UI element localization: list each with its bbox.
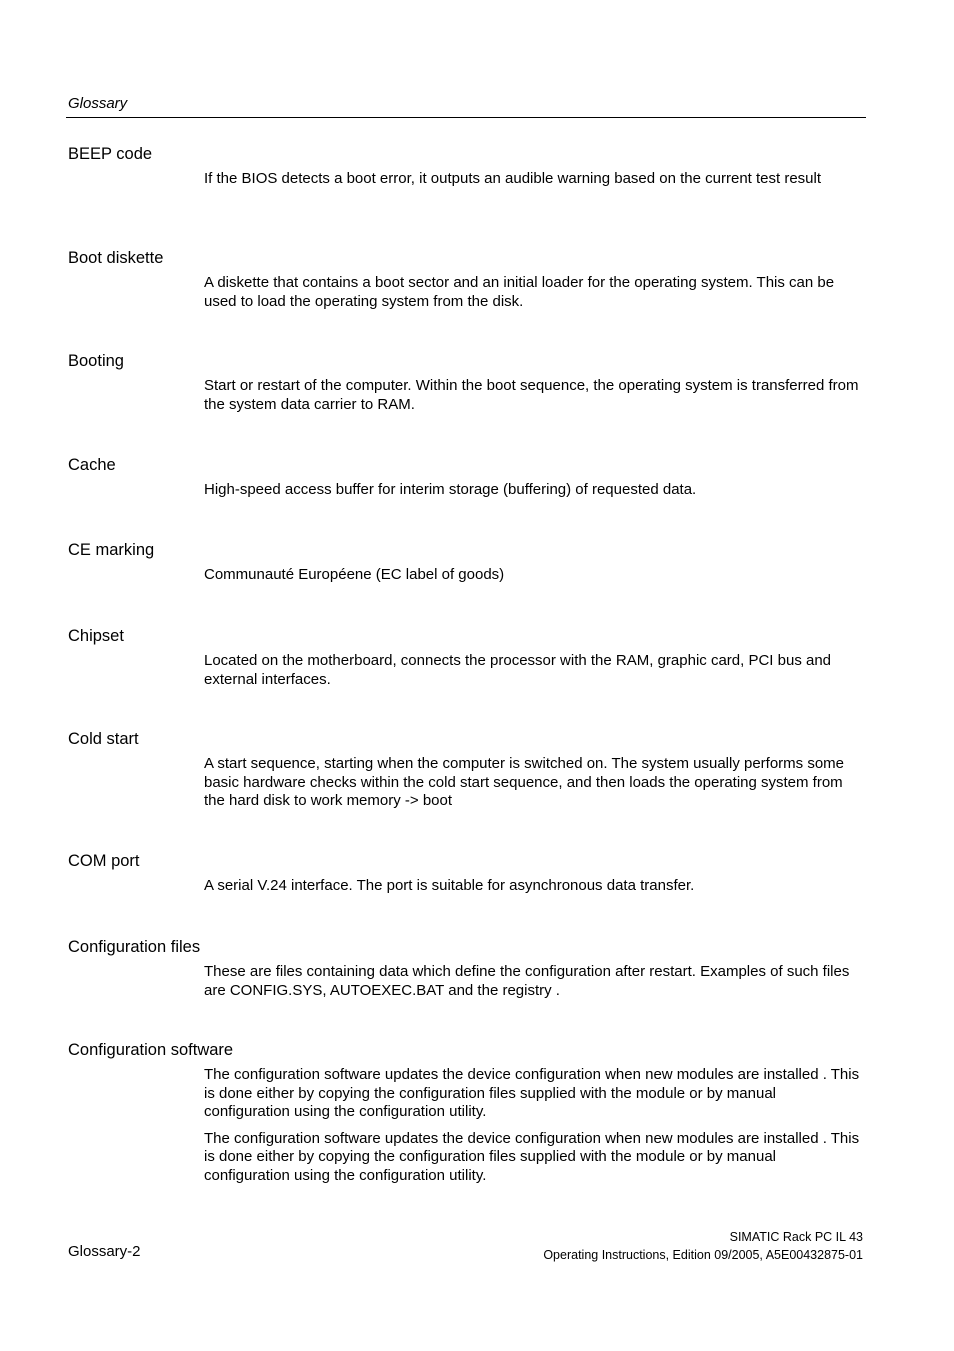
glossary-entry-configuration-software xyxy=(68,1040,866,1186)
glossary-entry-cold-start xyxy=(68,729,866,811)
definition-paragraph: Communauté Européene (EC label of goods) xyxy=(204,566,505,583)
definition-paragraph: These are files containing data which define the configuration after restart. Examples of such files are CONFIG.SYS, AUTOEXEC.BAT and the registry . xyxy=(204,963,850,999)
running-header-title: Glossary xyxy=(68,95,128,112)
glossary-definition xyxy=(204,377,866,414)
glossary-definition xyxy=(204,481,866,500)
glossary-definition xyxy=(204,877,866,896)
footer-product-name: SIMATIC Rack PC IL 43 xyxy=(729,1230,863,1244)
glossary-term: Cache xyxy=(68,456,116,474)
glossary-entry-configuration-files xyxy=(68,937,866,1000)
glossary-entry-com-port xyxy=(68,851,866,896)
glossary-definition xyxy=(204,566,866,585)
glossary-entry-booting xyxy=(68,351,866,414)
glossary-definition xyxy=(204,652,866,689)
definition-paragraph: A diskette that contains a boot sector and an initial loader for the operating system. This can be used to load the operating system from the disk. xyxy=(204,274,835,310)
footer-document-info xyxy=(543,1228,863,1264)
glossary-term: Configuration files xyxy=(68,938,201,956)
definition-paragraph: If the BIOS detects a boot error, it outputs an audible warning based on the current test result xyxy=(204,170,822,187)
glossary-definition xyxy=(204,755,866,811)
definition-paragraph: Located on the motherboard, connects the processor with the RAM, graphic card, PCI bus and external interfaces. xyxy=(204,652,832,688)
definition-paragraph: The configuration software updates the device configuration when new modules are installed . This is done either by copying the configuration files supplied with the module or by manual configuration using the configuration utility. xyxy=(204,1066,860,1121)
glossary-term: Booting xyxy=(68,352,124,370)
glossary-term: Cold start xyxy=(68,730,139,748)
glossary-term: BEEP code xyxy=(68,145,153,163)
footer-edition-info: Operating Instructions, Edition 09/2005, A5E00432875-01 xyxy=(543,1248,863,1262)
definition-paragraph: A serial V.24 interface. The port is suitable for asynchronous data transfer. xyxy=(204,877,695,894)
glossary-entry-ce-marking xyxy=(68,540,866,585)
glossary-term: Chipset xyxy=(68,627,124,645)
header-divider xyxy=(66,117,866,118)
glossary-definition xyxy=(204,170,866,189)
definition-paragraph: Start or restart of the computer. Within the boot sequence, the operating system is transferred from the system data carrier to RAM. xyxy=(204,377,859,413)
glossary-entry-chipset xyxy=(68,626,866,689)
definition-paragraph: A start sequence, starting when the computer is switched on. The system usually performs some basic hardware checks within the cold start sequence, and then loads the operating system from the hard disk to work memory -> boot xyxy=(204,755,845,810)
glossary-term: COM port xyxy=(68,852,140,870)
glossary-term: CE marking xyxy=(68,541,155,559)
glossary-entry-boot-diskette xyxy=(68,248,866,311)
definition-paragraph: High-speed access buffer for interim storage (buffering) of requested data. xyxy=(204,481,697,498)
glossary-term: Configuration software xyxy=(68,1041,234,1059)
glossary-term: Boot diskette xyxy=(68,249,164,267)
definition-paragraph: The configuration software updates the device configuration when new modules are installed . This is done either by copying the configuration files supplied with the module or by manual configuration using the configuration utility. xyxy=(204,1129,860,1184)
glossary-entry-beep-code xyxy=(68,144,866,189)
glossary-definition xyxy=(204,274,866,311)
glossary-entry-cache xyxy=(68,455,866,500)
glossary-definition xyxy=(204,963,866,1000)
glossary-definition xyxy=(204,1066,866,1186)
page-number-label: Glossary-2 xyxy=(68,1243,141,1260)
